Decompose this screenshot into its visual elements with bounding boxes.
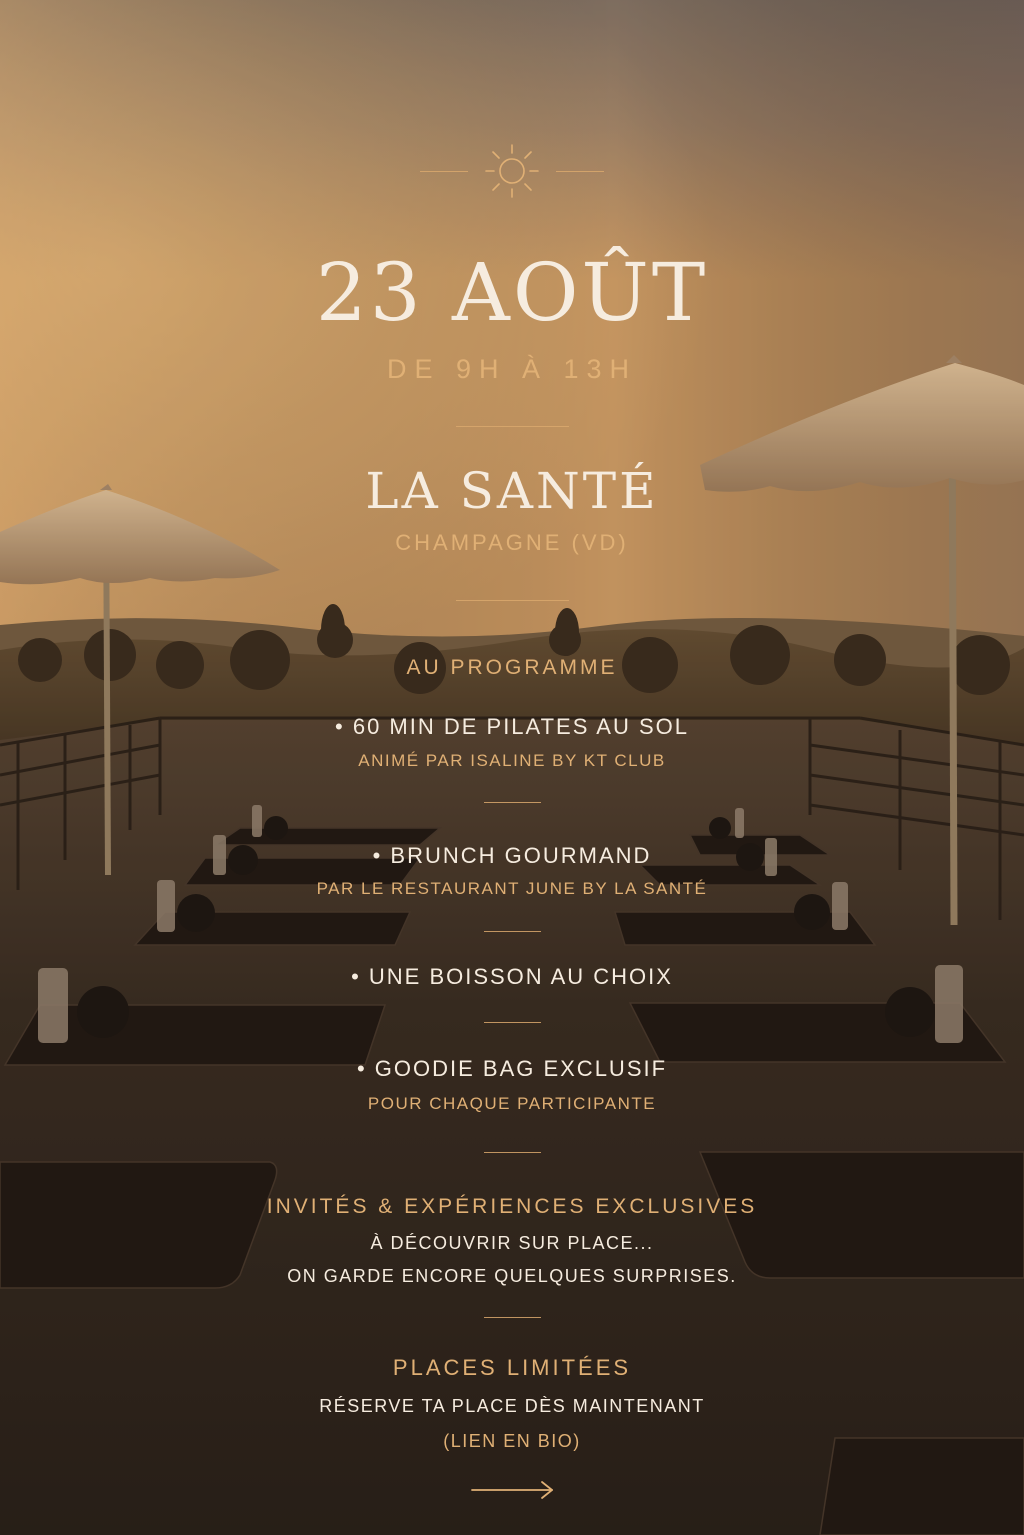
program-title: AU PROGRAMME bbox=[406, 656, 618, 679]
divider bbox=[456, 426, 569, 427]
link-in-bio: (LIEN EN BIO) bbox=[443, 1431, 581, 1451]
program-item-subtitle: ANIMÉ PAR ISALINE BY KT CLUB bbox=[358, 751, 666, 770]
guests-title: INVITÉS & EXPÉRIENCES EXCLUSIVES bbox=[266, 1195, 758, 1218]
program-item-title: • GOODIE BAG EXCLUSIF bbox=[356, 1056, 668, 1081]
program-item-subtitle: POUR CHAQUE PARTICIPANTE bbox=[367, 1094, 657, 1113]
program-item-title: • BRUNCH GOURMAND bbox=[372, 843, 652, 868]
guests-line: ON GARDE ENCORE QUELQUES SURPRISES. bbox=[287, 1266, 737, 1286]
program-item-title: • 60 MIN DE PILATES AU SOL bbox=[335, 714, 689, 739]
places-title: PLACES LIMITÉES bbox=[392, 1355, 632, 1380]
event-time: DE 9H À 13H bbox=[386, 354, 638, 384]
event-date: 23 AOÛT bbox=[315, 246, 709, 339]
divider bbox=[484, 931, 541, 932]
sun-icon bbox=[480, 139, 544, 203]
divider bbox=[484, 802, 541, 803]
program-item-subtitle: PAR LE RESTAURANT JUNE BY LA SANTÉ bbox=[316, 879, 708, 898]
divider bbox=[484, 1022, 541, 1023]
divider bbox=[484, 1152, 541, 1153]
reserve-text: RÉSERVE TA PLACE DÈS MAINTENANT bbox=[319, 1396, 705, 1416]
arrow-right-icon bbox=[470, 1478, 556, 1502]
venue-location: CHAMPAGNE (VD) bbox=[395, 530, 629, 555]
venue-name: LA SANTÉ bbox=[365, 462, 659, 520]
guests-line: À DÉCOUVRIR SUR PLACE... bbox=[370, 1233, 654, 1253]
program-item-title: • UNE BOISSON AU CHOIX bbox=[351, 964, 673, 989]
divider bbox=[456, 600, 569, 601]
divider bbox=[484, 1317, 541, 1318]
ornament-line-left bbox=[420, 171, 468, 172]
ornament-line-right bbox=[556, 171, 604, 172]
